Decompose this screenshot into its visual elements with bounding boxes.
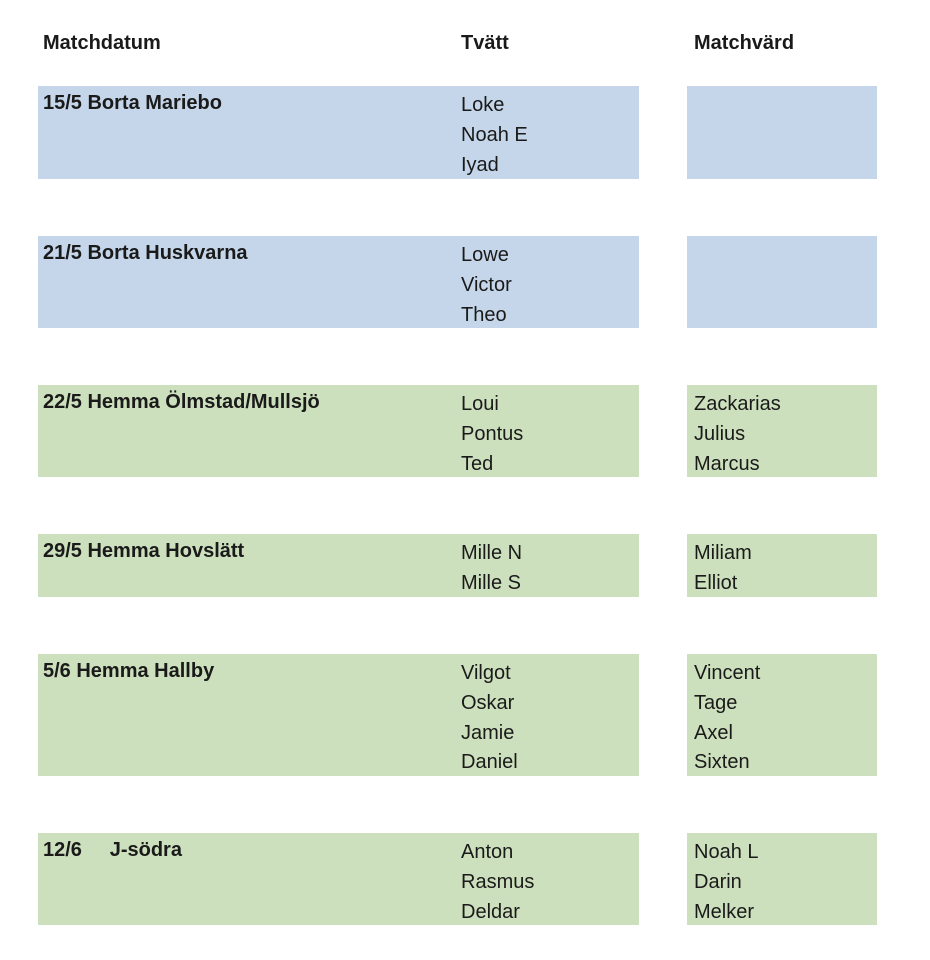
host-name: Julius bbox=[694, 422, 746, 445]
wash-names bbox=[461, 659, 518, 778]
wash-names bbox=[461, 838, 534, 927]
host-name: Vincent bbox=[694, 662, 761, 684]
host-name: Noah L bbox=[694, 841, 759, 863]
match-label: 21/5 Borta Huskvarna bbox=[43, 242, 248, 264]
wash-name: Anton bbox=[461, 841, 514, 863]
wash-name: Theo bbox=[461, 303, 507, 326]
wash-name: Loke bbox=[461, 94, 505, 116]
match-block bbox=[0, 385, 930, 477]
wash-names bbox=[461, 91, 528, 180]
match-label: 29/5 Hemma Hovslätt bbox=[43, 540, 245, 562]
wash-name: Pontus bbox=[461, 422, 524, 445]
match-block bbox=[0, 86, 930, 179]
wash-name: Iyad bbox=[461, 153, 499, 176]
host-name: Marcus bbox=[694, 452, 760, 475]
host-name: Elliot bbox=[694, 571, 738, 594]
wash-name: Rasmus bbox=[461, 870, 535, 893]
wash-names bbox=[461, 241, 512, 330]
wash-name: Lowe bbox=[461, 244, 509, 266]
wash-name: Loui bbox=[461, 393, 499, 415]
host-name: Zackarias bbox=[694, 393, 781, 415]
host-names bbox=[694, 539, 752, 599]
match-label: 22/5 Hemma Ölmstad/Mullsjö bbox=[43, 391, 320, 413]
host-name: Axel bbox=[694, 721, 733, 744]
wash-name: Mille S bbox=[461, 571, 522, 594]
header-tvatt: Tvätt bbox=[461, 32, 509, 54]
wash-name: Ted bbox=[461, 452, 494, 475]
match-block bbox=[0, 833, 930, 925]
host-name: Darin bbox=[694, 870, 742, 893]
host-names bbox=[694, 838, 759, 927]
wash-name: Daniel bbox=[461, 751, 518, 774]
match-block bbox=[0, 654, 930, 776]
match-label: 15/5 Borta Mariebo bbox=[43, 92, 222, 114]
wash-name: Deldar bbox=[461, 900, 520, 923]
wash-name: Jamie bbox=[461, 721, 515, 744]
host-name: Miliam bbox=[694, 542, 752, 564]
wash-name: Mille N bbox=[461, 542, 523, 564]
match-block bbox=[0, 236, 930, 328]
match-label: 12/6 J-södra bbox=[43, 839, 182, 861]
header-matchdatum: Matchdatum bbox=[43, 32, 161, 54]
match-block bbox=[0, 534, 930, 597]
match-label: 5/6 Hemma Hallby bbox=[43, 660, 215, 682]
host-name: Tage bbox=[694, 691, 738, 714]
host-name: Sixten bbox=[694, 751, 750, 774]
wash-names bbox=[461, 539, 522, 599]
wash-name: Victor bbox=[461, 273, 512, 296]
wash-names bbox=[461, 390, 523, 479]
host-cell-background bbox=[687, 86, 877, 179]
host-names bbox=[694, 390, 781, 479]
host-name: Melker bbox=[694, 900, 755, 923]
host-cell-background bbox=[687, 236, 877, 328]
wash-name: Noah E bbox=[461, 123, 528, 146]
wash-name: Vilgot bbox=[461, 662, 511, 684]
header-matchvard: Matchvärd bbox=[694, 32, 795, 54]
wash-name: Oskar bbox=[461, 691, 515, 714]
host-names bbox=[694, 659, 760, 778]
